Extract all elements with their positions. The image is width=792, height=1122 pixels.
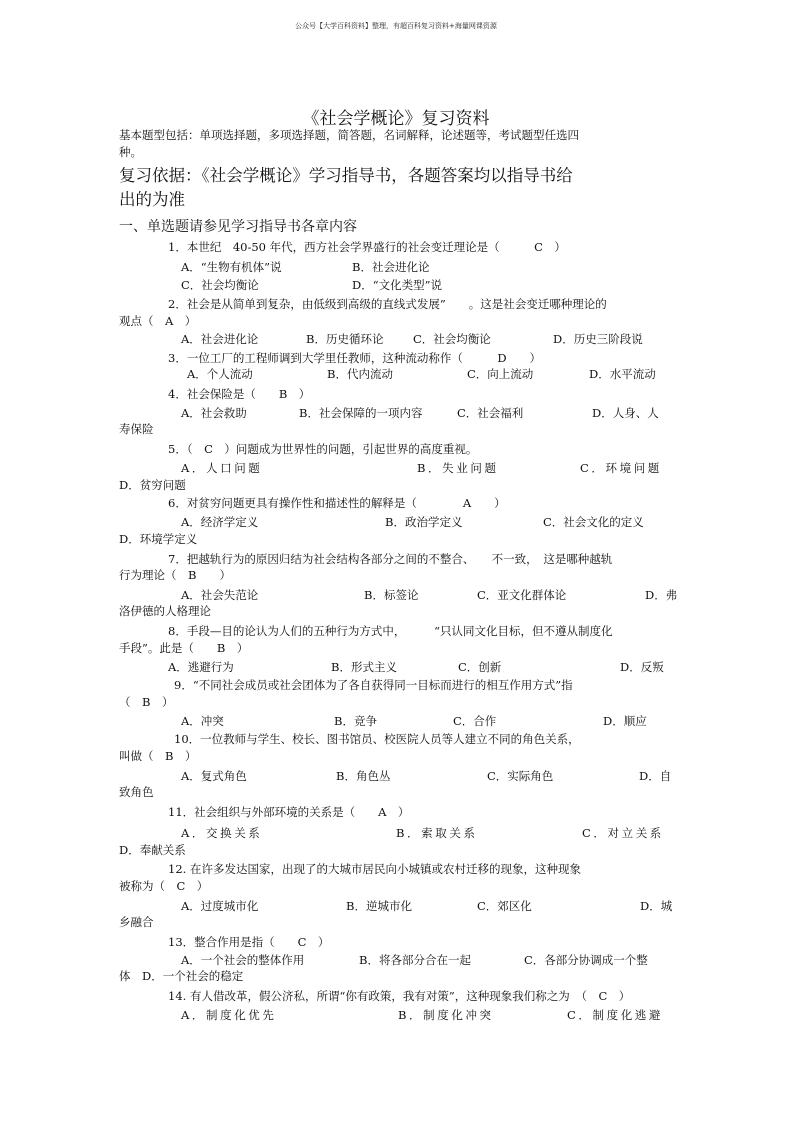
question-text: 9．“不同社会成员或社会团体为了各自获得同一目标而进行的相互作用方式”指: [174, 678, 573, 692]
option: A．社会进化论: [181, 332, 259, 346]
option: A．制度化优先: [181, 1008, 277, 1022]
question-text: 8．手段—目的论认为人们的五种行为方式中， “只认同文化目标，但不遵从制度化: [168, 624, 613, 638]
option: D．自: [639, 769, 672, 783]
option-continuation: D．贫穷问题: [119, 478, 186, 492]
option: D．历史三阶段说: [553, 332, 643, 346]
option: A．社会失范论: [181, 588, 259, 602]
option: B．索取关系: [396, 826, 478, 840]
option: C．创新: [458, 660, 502, 674]
option: C．合作: [453, 714, 497, 728]
question-text: 行为理论（ B ）: [119, 568, 231, 582]
page-title: 《社会学概论》复习资料: [302, 109, 490, 129]
question-text: 10．一位教师与学生、校长、图书馆员、校医院人员等人建立不同的角色关系，: [174, 732, 580, 746]
question-text: 13．整合作用是指（ C ）: [168, 935, 330, 949]
option: B．失业问题: [417, 461, 499, 475]
option: C．实际角色: [487, 769, 554, 783]
option: C．向上流动: [467, 367, 534, 381]
option: D．顺应: [603, 714, 647, 728]
question-text: 观点（ A ）: [119, 314, 197, 328]
option: A．个人流动: [187, 367, 253, 381]
option-continuation: 洛伊德的人格理论: [119, 604, 211, 618]
option: B．政治学定义: [385, 515, 463, 529]
option-continuation: 乡融合: [119, 915, 154, 929]
option: B．角色丛: [336, 769, 391, 783]
question-text: （ B ）: [119, 695, 174, 709]
option: C．环境问题: [580, 461, 662, 475]
page-header-note: 公众号【大学百科资料】整理，有超百科复习资料+海量网课资源: [295, 22, 497, 30]
option: D．人身、人: [592, 406, 659, 420]
option: A．社会救助: [181, 406, 247, 420]
option-continuation: 体 D．一个社会的稳定: [119, 969, 244, 983]
option: A．过度城市化: [181, 899, 259, 913]
option: C．社会均衡论: [181, 278, 259, 292]
question-text: 11．社会组织与外部环境的关系是（ A ）: [168, 805, 410, 819]
option-continuation: 寿保险: [119, 422, 154, 436]
question-text: 14. 有人借改革，假公济私，所谓“你有政策，我有对策”，这种现象我们称之为 （ C ）: [168, 989, 631, 1003]
question-text: 叫做（ B ）: [119, 749, 197, 763]
option: D．水平流动: [589, 367, 656, 381]
option: B．社会保障的一项内容: [299, 406, 423, 420]
question-text: 3．一位工厂的工程师调到大学里任教师，这种流动称作（ D ）: [168, 351, 542, 365]
question-text: 7．把越轨行为的原因归结为社会结构各部分之间的不整合、 不一致， 这是哪种越轨: [168, 552, 613, 566]
option: D．反叛: [620, 660, 664, 674]
option: B．社会进化论: [352, 260, 430, 274]
option: B．竞争: [334, 714, 377, 728]
option: C．制度化逃避: [567, 1008, 663, 1022]
option: D．城: [640, 899, 673, 913]
option: C．社会均衡论: [413, 332, 491, 346]
option: B．将各部分合在一起: [359, 953, 471, 967]
basis-line: 复习依据：《社会学概论》学习指导书，各题答案均以指导书给: [119, 166, 573, 185]
option: D．弗: [645, 588, 678, 602]
option: A．经济学定义: [181, 515, 259, 529]
option-continuation: D．奉献关系: [119, 843, 186, 857]
option: B．历史循环论: [306, 332, 384, 346]
option: C．郊区化: [477, 899, 532, 913]
option: B．代内流动: [327, 367, 393, 381]
option: B．逆城市化: [346, 899, 412, 913]
option: A．逃避行为: [168, 660, 234, 674]
option: B．形式主义: [331, 660, 397, 674]
question-text: 被称为（ C ）: [119, 879, 209, 893]
option: B．制度化冲突: [398, 1008, 494, 1022]
basis-line: 出的为准: [119, 190, 185, 209]
option: A．交换关系: [181, 826, 263, 840]
question-text: 1．本世纪 40-50 年代，西方社会学界盛行的社会变迁理论是（ C ）: [168, 240, 566, 254]
question-text: 12. 在许多发达国家，出现了的大城市居民向小城镇或农村迁移的现象，这种现象: [168, 862, 581, 876]
option-continuation: D．环境学定义: [119, 532, 198, 546]
option: B．标签论: [364, 588, 419, 602]
question-text: 2．社会是从简单到复杂，由低级到高级的直线式发展” 。这是社会变迁哪种理论的: [168, 297, 607, 311]
intro-line: 种。: [119, 145, 142, 159]
option: A．“生物有机体”说: [181, 260, 282, 274]
option: A．冲突: [181, 714, 224, 728]
question-text: 5．（ C ）问题成为世界性的问题，引起世界的高度重视。: [168, 442, 478, 456]
intro-line: 基本题型包括：单项选择题，多项选择题，简答题，名词解释，论述题等，考试题型任选四: [119, 128, 579, 142]
option: C．社会文化的定义: [543, 515, 644, 529]
question-text: 6．对贫穷问题更具有操作性和描述性的解释是（ A ）: [168, 496, 506, 510]
option: A．人口问题: [181, 461, 263, 475]
section-heading: 一、单选题请参见学习指导书各章内容: [119, 219, 357, 235]
question-text: 4．社会保险是（ B ）: [168, 387, 311, 401]
option: C．各部分协调成一个整: [524, 953, 648, 967]
option: C．亚文化群体论: [477, 588, 567, 602]
option: D．“文化类型”说: [352, 278, 442, 292]
option: C．社会福利: [457, 406, 524, 420]
option-continuation: 致角色: [119, 785, 154, 799]
option: A．复式角色: [181, 769, 247, 783]
question-text: 手段”。此是（ B ）: [119, 641, 249, 655]
option: C．对立关系: [582, 826, 664, 840]
option: A．一个社会的整体作用: [181, 953, 305, 967]
